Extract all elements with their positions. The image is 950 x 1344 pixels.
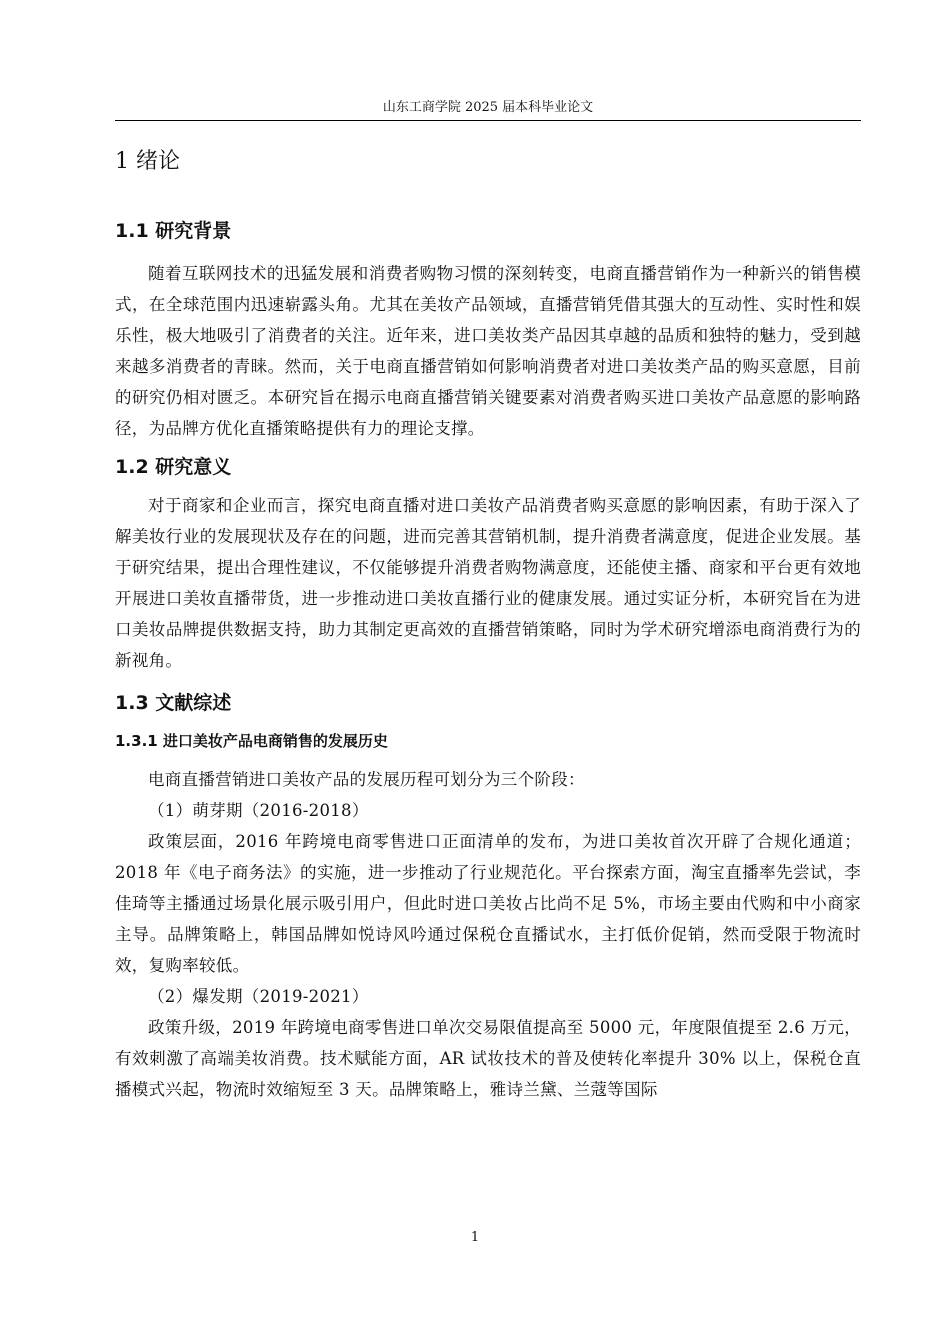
section-heading-1-3: 1.3 文献综述	[115, 692, 232, 714]
paragraph-intro: 电商直播营销进口美妆产品的发展历程可划分为三个阶段：	[148, 770, 585, 789]
chapter-title: 1 绪论	[115, 149, 180, 174]
page-number: 1	[470, 1230, 480, 1245]
paragraph-stage-2: 政策升级，2019 年跨境电商零售进口单次交易限值提高至 5000 元，年度限值提至 2.6 万元，有效刺激了高端美妆消费。技术赋能方面，AR 试妆技术的普及使转化率提升 30% 以上，保税仓直播模式兴起，物流时效缩短至 3 天。品牌策略上，雅诗兰黛、兰蔻等国际	[115, 1018, 861, 1099]
stage-1-label: （1）萌芽期（2016-2018）	[148, 801, 369, 820]
section-heading-1-1: 1.1 研究背景	[115, 220, 232, 242]
paragraph-significance: 对于商家和企业而言，探究电商直播对进口美妆产品消费者购买意愿的影响因素，有助于深入了解美妆行业的发展现状及存在的问题，进而完善其营销机制，提升消费者满意度，促进企业发展。基于研究结果，提出合理性建议，不仅能够提升消费者购物满意度，还能使主播、商家和平台更有效地开展进口美妆直播带货，进一步推动进口美妆直播行业的健康发展。通过实证分析，本研究旨在为进口美妆品牌提供数据支持，助力其制定更高效的直播营销策略，同时为学术研究增添电商消费行为的新视角。	[115, 496, 861, 670]
section-heading-1-2: 1.2 研究意义	[115, 456, 232, 478]
running-header: 山东工商学院 2025 届本科毕业论文	[382, 100, 594, 115]
paragraph-stage-1: 政策层面，2016 年跨境电商零售进口正面清单的发布，为进口美妆首次开辟了合规化通道；2018 年《电子商务法》的实施，进一步推动了行业规范化。平台探索方面，淘宝直播率先尝试，李佳琦等主播通过场景化展示吸引用户，但此时进口美妆占比尚不足 5%，市场主要由代购和中小商家主导。品牌策略上，韩国品牌如悦诗风吟通过保税仓直播试水，主打低价促销，然而受限于物流时效，复购率较低。	[115, 832, 861, 975]
header-rule	[115, 120, 861, 121]
stage-2-label: （2）爆发期（2019-2021）	[148, 987, 369, 1006]
paragraph-background: 随着互联网技术的迅猛发展和消费者购物习惯的深刻转变，电商直播营销作为一种新兴的销售模式，在全球范围内迅速崭露头角。尤其在美妆产品领域，直播营销凭借其强大的互动性、实时性和娱乐性，极大地吸引了消费者的关注。近年来，进口美妆类产品因其卓越的品质和独特的魅力，受到越来越多消费者的青睐。然而，关于电商直播营销如何影响消费者对进口美妆类产品的购买意愿，目前的研究仍相对匮乏。本研究旨在揭示电商直播营销关键要素对消费者购买进口美妆产品意愿的影响路径，为品牌方优化直播策略提供有力的理论支撑。	[115, 264, 861, 438]
page-body	[115, 140, 861, 1105]
subsection-heading-1-3-1: 1.3.1 进口美妆产品电商销售的发展历史	[115, 732, 388, 750]
